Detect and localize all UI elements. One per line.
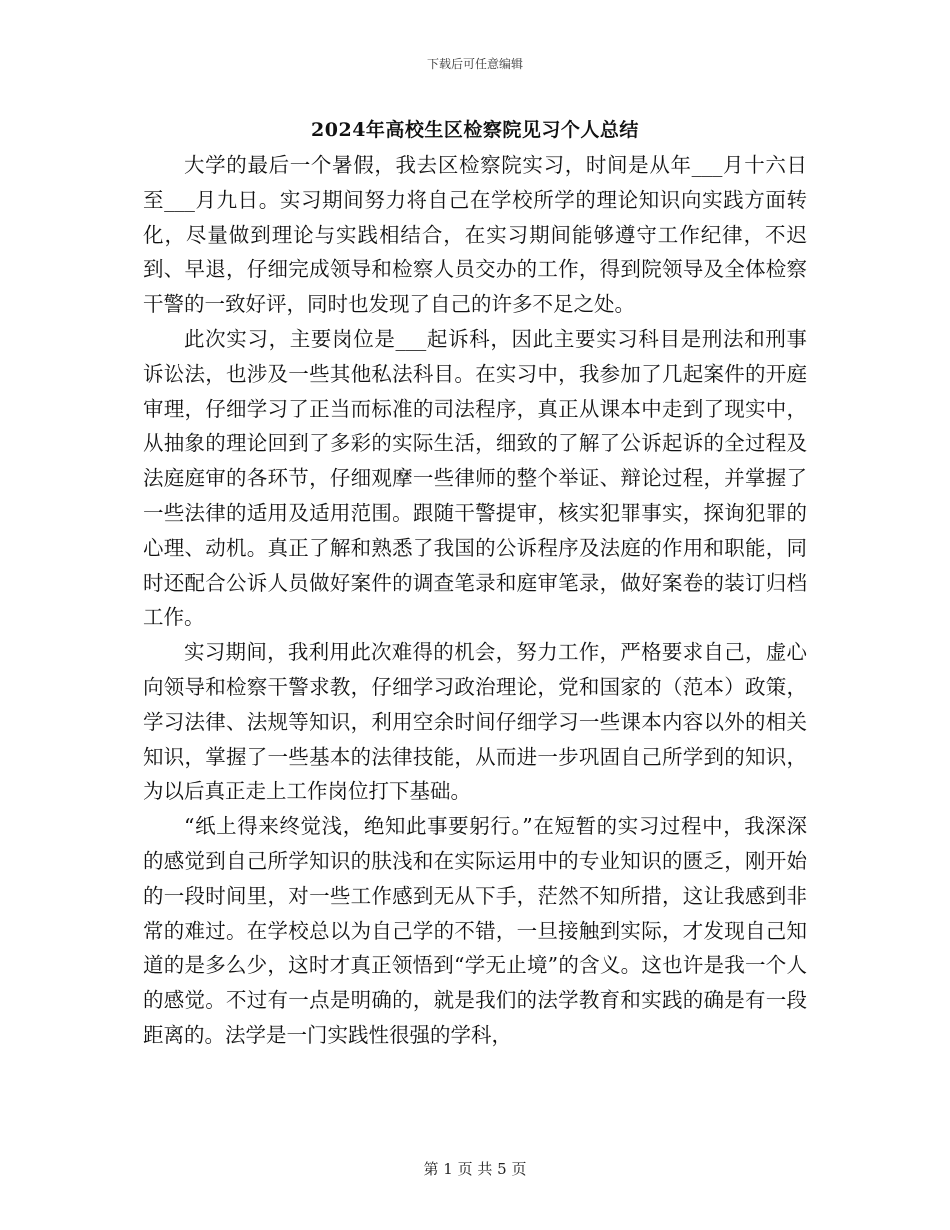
header-note: 下载后可任意编辑 <box>426 57 523 71</box>
document-title: 2024年高校生区检察院见习个人总结 <box>311 119 639 141</box>
paragraph-2: 此次实习，主要岗位是___起诉科，因此主要实习科目是刑法和刑事诉讼法，也涉及一些其他私法科目。在实习中，我参加了几起案件的开庭审理，仔细学习了正当而标准的司法程序，真正从课本中走到了现实中，从抽象的理论回到了多彩的实际生活，细致的了解了公诉起诉的全过程及法庭庭审的各环节，仔细观摩一些律师的整个举证、辩论过程，并掌握了一些法律的适用及适用范围。跟随干警提审，核实犯罪事实，探询犯罪的心理、动机。真正了解和熟悉了我国的公诉程序及法庭的作用和职能，同时还配合公诉人员做好案件的调查笔录和庭审笔录，做好案卷的装订归档工作。 <box>143 326 807 630</box>
paragraph-3: 实习期间，我利用此次难得的机会，努力工作，严格要求自己，虚心向领导和检察干警求教，仔细学习政治理论，党和国家的（范本）政策，学习法律、法规等知识，利用空余时间仔细学习一些课本内容以外的相关知识，掌握了一些基本的法律技能，从而进一步巩固自己所学到的知识，为以后真正走上工作岗位打下基础。 <box>143 640 807 804</box>
page-number: 第 1 页 共 5 页 <box>423 1160 527 1178</box>
paragraph-1: 大学的最后一个暑假，我去区检察院实习，时间是从年___月十六日至___月九日。实习期间努力将自己在学校所学的理论知识向实践方面转化，尽量做到理论与实践相结合，在实习期间能够遵守工作纪律，不迟到、早退，仔细完成领导和检察人员交办的工作，得到院领导及全体检察干警的一致好评，同时也发现了自己的许多不足之处。 <box>143 153 807 317</box>
document-body <box>143 148 807 1053</box>
paragraph-4: “纸上得来终觉浅，绝知此事要躬行。”在短暂的实习过程中，我深深的感觉到自己所学知识的肤浅和在实际运用中的专业知识的匮乏，刚开始的一段时间里，对一些工作感到无从下手，茫然不知所措，这让我感到非常的难过。在学校总以为自己学的不错，一旦接触到实际，才发现自己知道的是多么少，这时才真正领悟到“学无止境”的含义。这也许是我一个人的感觉。不过有一点是明确的，就是我们的法学教育和实践的确是有一段距离的。法学是一门实践性很强的学科， <box>143 814 807 1047</box>
